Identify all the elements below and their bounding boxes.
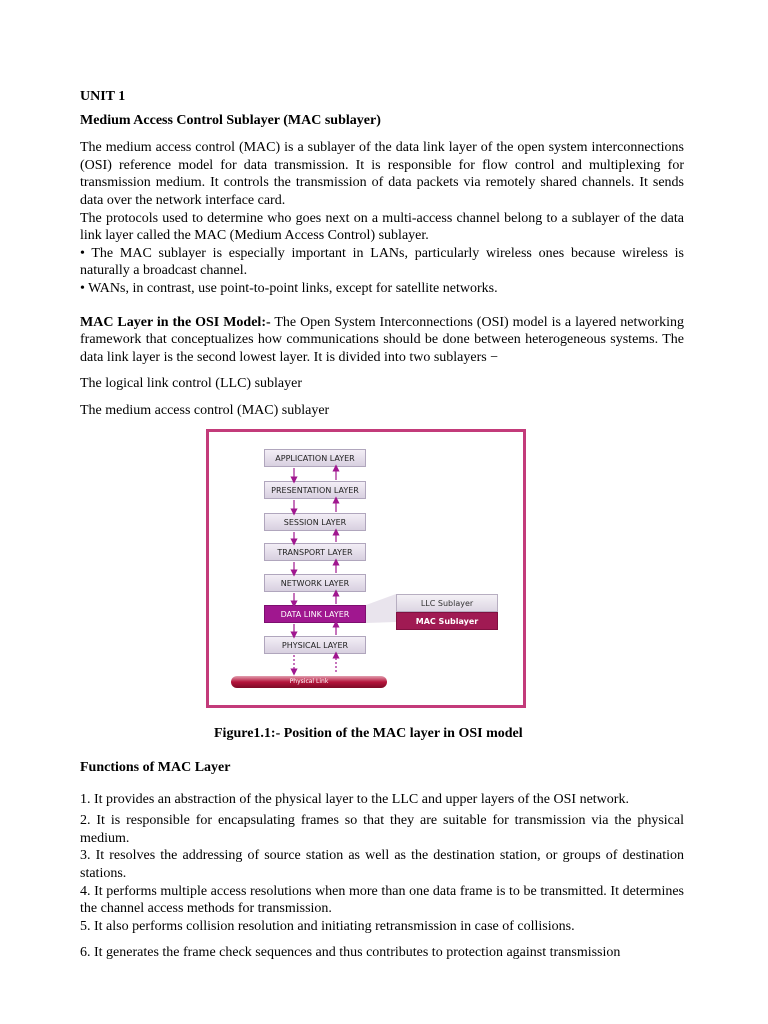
section-title: Medium Access Control Sublayer (MAC sublayer) — [80, 112, 381, 128]
mac-line: The medium access control (MAC) sublayer — [80, 402, 330, 418]
mac-sublayer-box: MAC Sublayer — [396, 612, 498, 630]
physical-link-cable: Physical Link — [231, 676, 387, 688]
layer-application: APPLICATION LAYER — [264, 449, 366, 467]
lan-bullet: • The MAC sublayer is especially important in LANs, particularly wireless ones because wireless is naturally a broadcast channel. — [80, 245, 684, 279]
list-item: 2. It is responsible for encapsulating frames so that they are suitable for transmission via the physical medium. — [80, 813, 684, 846]
list-item: 6. It generates the frame check sequences and thus contributes to protection against transmission — [80, 945, 621, 961]
osi-figure — [206, 429, 526, 708]
figure-container — [80, 429, 684, 719]
layer-transport: TRANSPORT LAYER — [264, 543, 366, 561]
layer-arrows — [209, 432, 529, 711]
layer-session: SESSION LAYER — [264, 513, 366, 531]
layer-data-link: DATA LINK LAYER — [264, 605, 366, 623]
llc-sublayer-box: LLC Sublayer — [396, 594, 498, 612]
figure-caption: Figure1.1:- Position of the MAC layer in OSI model — [214, 725, 523, 741]
protocols-paragraph: The protocols used to determine who goes next on a multi-access channel belong to a sublayer of the data link layer called the MAC (Medium Access Control) sublayer. — [80, 210, 684, 244]
list-item: 1. It provides an abstraction of the physical layer to the LLC and upper layers of the OSI network. — [80, 791, 629, 807]
functions-list — [80, 791, 684, 962]
layer-network: NETWORK LAYER — [264, 574, 366, 592]
list-item: 5. It also performs collision resolution and initiating retransmission in case of collisions. — [80, 918, 575, 934]
functions-heading: Functions of MAC Layer — [80, 760, 231, 776]
list-item: 4. It performs multiple access resolutions when more than one data frame is to be transmitted. It determines the channel access methods for transmission. — [80, 883, 684, 917]
layer-physical: PHYSICAL LAYER — [264, 636, 366, 654]
list-item: 3. It resolves the addressing of source station as well as the destination station, or groups of destination stations. — [80, 848, 684, 882]
document-page — [80, 88, 684, 965]
unit-heading: UNIT 1 — [80, 89, 126, 104]
llc-line: The logical link control (LLC) sublayer — [80, 376, 302, 392]
osi-lead: MAC Layer in the OSI Model:- — [80, 314, 271, 330]
osi-paragraph — [80, 314, 684, 367]
layer-presentation: PRESENTATION LAYER — [264, 481, 366, 499]
osi-text: The Open System Interconnections (OSI) model is a layered networking framework that conceptualizes how communications should be done between heterogeneous systems. The data link layer is the second lowest layer. It is divided into two sublayers − — [80, 314, 684, 365]
intro-paragraph: The medium access control (MAC) is a sublayer of the data link layer of the open system interconnections (OSI) reference model for data transmission. It is responsible for flow control and multiplexing for transmission medium. It controls the transmission of data packets via remotely shared channels. It sends data over the network interface card. — [80, 140, 684, 208]
wan-bullet: • WANs, in contrast, use point-to-point links, except for satellite networks. — [80, 280, 498, 296]
